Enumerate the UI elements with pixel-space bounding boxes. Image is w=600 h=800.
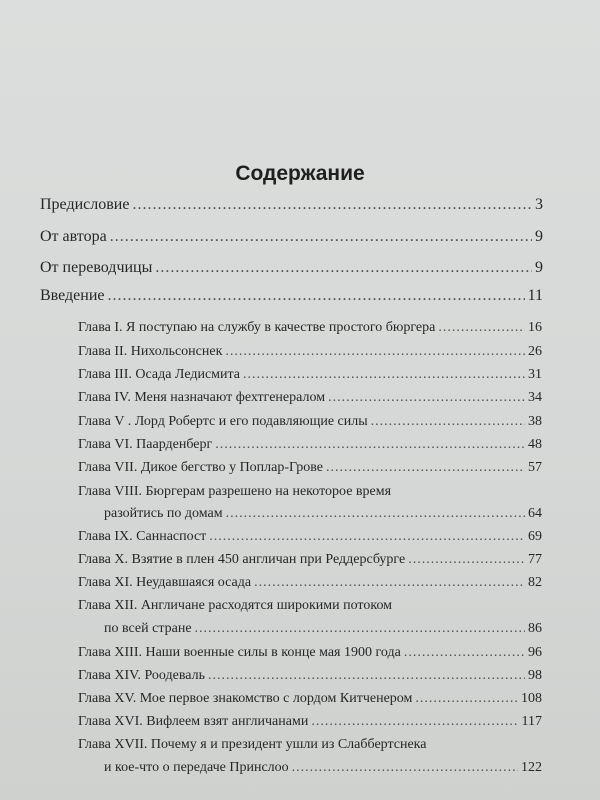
chapter-title: Глава III. Осада Ледисмита	[78, 367, 241, 382]
chapter-page: 86	[528, 621, 542, 636]
chapter-title: Глава XIV. Роодеваль	[78, 668, 205, 683]
dot-leader	[215, 437, 525, 453]
chapter-title: Глава XIII. Наши военные силы в конце мая 1900 года	[78, 645, 401, 660]
chapter-title: Глава VIII. Бюргерам разрешено на некоторое время	[78, 484, 392, 499]
chapter-page: 48	[528, 437, 542, 452]
toc-chapter	[78, 484, 542, 500]
toc-entry-page: 11	[527, 287, 543, 304]
dot-leader	[110, 228, 532, 246]
toc-chapter	[78, 714, 542, 730]
toc-entry-from-translator	[40, 259, 543, 277]
chapter-page: 64	[528, 506, 542, 521]
toc-chapter	[78, 691, 542, 707]
dot-leader	[415, 691, 518, 707]
chapter-page: 82	[528, 575, 542, 590]
dot-leader	[243, 367, 525, 383]
dot-leader	[108, 287, 525, 305]
toc-chapter-continuation	[104, 760, 542, 776]
chapter-title-cont: и кое-что о передаче Принслоо	[104, 760, 289, 775]
toc-chapter	[78, 460, 542, 476]
chapter-page: 34	[528, 390, 542, 405]
toc-entry-label: Введение	[40, 287, 105, 304]
chapter-page: 57	[528, 460, 542, 475]
toc-chapter-continuation	[104, 506, 542, 522]
dot-leader	[292, 760, 518, 776]
chapter-title: Глава VI. Паарденберг	[78, 437, 213, 452]
toc-chapter-continuation	[104, 621, 542, 637]
chapter-page: 77	[528, 552, 542, 567]
chapter-title: Глава I. Я поступаю на службу в качестве простого бюргера	[78, 320, 436, 335]
toc-chapter	[78, 367, 542, 383]
dot-leader	[254, 575, 525, 591]
dot-leader	[208, 668, 525, 684]
toc-chapter	[78, 668, 542, 684]
dot-leader	[226, 506, 525, 522]
page-title: Содержание	[235, 162, 365, 185]
chapter-page: 98	[528, 668, 542, 683]
chapter-title: Глава XV. Мое первое знакомство с лордом Китченером	[78, 691, 413, 706]
dot-leader	[225, 344, 525, 360]
chapter-title: Глава XVII. Почему я и президент ушли из Слаббертснека	[78, 737, 427, 752]
toc-chapter	[78, 414, 542, 430]
chapter-title: Глава X. Взятие в плен 450 англичан при Реддерсбурге	[78, 552, 406, 567]
chapter-title: Глава IX. Саннаспост	[78, 529, 207, 544]
dot-leader	[311, 714, 518, 730]
dot-leader	[326, 460, 525, 476]
chapter-title: Глава II. Нихольсонснек	[78, 344, 223, 359]
dot-leader	[404, 645, 525, 661]
dot-leader	[195, 621, 525, 637]
chapter-title: Глава XII. Англичане расходятся широкими потоком	[78, 598, 393, 613]
toc-entry-page: 3	[535, 196, 543, 213]
toc-entry-page: 9	[535, 228, 543, 245]
toc-chapter	[78, 390, 542, 406]
toc-chapter	[78, 529, 542, 545]
toc-chapter	[78, 320, 542, 336]
toc-entry-introduction	[40, 287, 543, 305]
dot-leader	[408, 552, 525, 568]
chapter-title: Глава IV. Меня назначают фехтгенералом	[78, 390, 326, 405]
chapter-title: Глава XI. Неудавшаяся осада	[78, 575, 252, 590]
toc-chapter	[78, 437, 542, 453]
chapter-page: 117	[521, 714, 542, 729]
toc-entry-from-author	[40, 228, 543, 246]
chapter-page: 16	[528, 320, 542, 335]
dot-leader	[438, 320, 525, 336]
toc-chapter	[78, 344, 542, 360]
toc-entry-label: Предисловие	[40, 196, 130, 213]
chapter-title: Глава XVI. Вифлеем взят англичанами	[78, 714, 309, 729]
toc-entry-page: 9	[535, 259, 543, 276]
toc-entry-label: От переводчицы	[40, 259, 153, 276]
chapter-page: 31	[528, 367, 542, 382]
chapter-page: 108	[521, 691, 542, 706]
dot-leader	[155, 259, 532, 277]
toc-entry-preface	[40, 196, 543, 214]
chapter-page: 26	[528, 344, 542, 359]
chapter-page: 96	[528, 645, 542, 660]
chapter-title-cont: разойтись по домам	[104, 506, 223, 521]
toc-entry-label: От автора	[40, 228, 107, 245]
dot-leader	[328, 390, 525, 406]
dot-leader	[371, 414, 525, 430]
toc-chapter	[78, 598, 542, 614]
dot-leader	[209, 529, 525, 545]
toc-chapter	[78, 737, 542, 753]
chapter-title-cont: по всей стране	[104, 621, 192, 636]
toc-chapter	[78, 645, 542, 661]
chapter-page: 122	[521, 760, 542, 775]
chapter-title: Глава V . Лорд Робертс и его подавляющие силы	[78, 414, 368, 429]
chapter-page: 69	[528, 529, 542, 544]
chapter-page: 38	[528, 414, 542, 429]
chapter-title: Глава VII. Дикое бегство у Поплар-Грове	[78, 460, 323, 475]
dot-leader	[132, 196, 532, 214]
toc-chapter	[78, 552, 542, 568]
toc-chapter	[78, 575, 542, 591]
